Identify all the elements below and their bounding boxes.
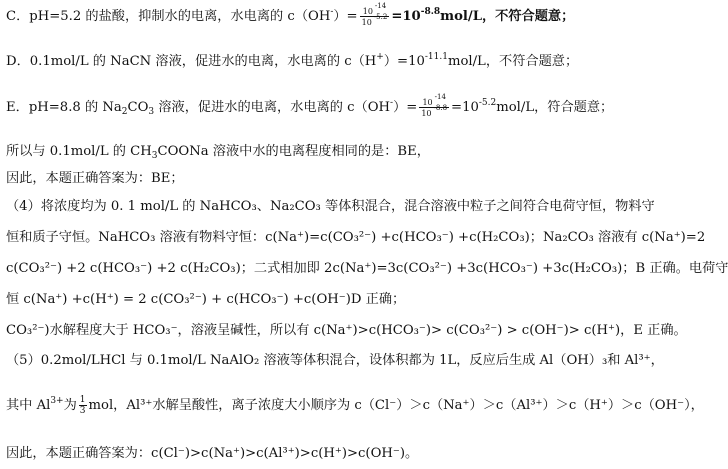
option-e-text: E．pH=8.8 的 Na bbox=[6, 100, 122, 115]
option-d-text: D．0.1mol/L 的 NaCN 溶液，促进水的电离，水电离的 c（H bbox=[6, 54, 377, 69]
text: CO bbox=[127, 100, 149, 115]
option-c-text: C．pH=5.2 的盐酸，抑制水的电离，水电离的 c（OH bbox=[6, 9, 331, 24]
superscript: 3+ bbox=[50, 396, 64, 406]
conclusion-line bbox=[6, 143, 430, 161]
text: 其中 Al bbox=[6, 398, 51, 413]
fraction bbox=[79, 395, 87, 416]
part4-line-1: （4）将浓度均为 0. 1 mol/L 的 NaHCO₃、Na₂CO₃ 等体积混合，混合溶液中粒子之间符合电荷守恒，物料守 bbox=[6, 199, 655, 214]
text: 溶液，促进水的电离，水电离的 c（OH bbox=[154, 100, 391, 115]
part4-line-4: 恒 c(Na⁺) +c(H⁺) = 2 c(CO₃²⁻) + c(HCO₃⁻) +c(OH⁻)D 正确； bbox=[6, 292, 406, 307]
option-e-line bbox=[6, 93, 614, 118]
fraction-denominator: 3 bbox=[79, 406, 86, 416]
subscript: 3 bbox=[148, 107, 155, 117]
superscript: + bbox=[376, 52, 384, 62]
final-answer-line: 因此，本题正确答案为：c(Cl⁻)>c(Na⁺)>c(Al³⁺)>c(H⁺)>c(OH⁻)。 bbox=[6, 446, 419, 461]
superscript: -11.1 bbox=[424, 52, 448, 62]
text: =10 bbox=[391, 9, 421, 24]
text: 为 bbox=[63, 398, 77, 413]
answer-line: 因此，本题正确答案为：BE； bbox=[6, 171, 184, 186]
option-c-line bbox=[6, 2, 575, 27]
superscript: -5.2 bbox=[478, 98, 497, 108]
superscript: - bbox=[390, 98, 394, 108]
option-d-line bbox=[6, 53, 578, 71]
text: mol/L，不符合题意； bbox=[447, 54, 579, 69]
part4-line-2: 恒和质子守恒。NaHCO₃ 溶液有物料守恒：c(Na⁺)=c(CO₃²⁻) +c(HCO₃⁻) +c(H₂CO₃)；Na₂CO₃ 溶液有 c(Na⁺)=2 bbox=[6, 230, 706, 245]
fraction bbox=[360, 2, 390, 27]
fraction-numerator: 10-14 bbox=[360, 6, 390, 17]
text: ）= bbox=[393, 100, 418, 115]
fraction-denominator: 10-8.8 bbox=[421, 104, 448, 118]
part5-line-1: （5）0.2mol/LHCl 与 0.1mol/L NaAlO₂ 溶液等体积混合，设体积都为 1L，反应后生成 Al（OH）₃和 Al³⁺， bbox=[6, 353, 664, 368]
superscript: -8.8 bbox=[420, 7, 441, 17]
fraction bbox=[419, 93, 449, 118]
text: mol/L，符合题意； bbox=[496, 100, 614, 115]
fraction-numerator: 10-14 bbox=[419, 97, 449, 108]
subscript: 3 bbox=[151, 151, 158, 161]
text: mol，Al³⁺水解呈酸性，离子浓度大小顺序为 c（Cl⁻）＞c（Na⁺）＞c（Al³⁺）＞c（H⁺）＞c（OH⁻）， bbox=[88, 398, 704, 413]
part5-line-2 bbox=[6, 395, 704, 416]
fraction-denominator: 10-5.2 bbox=[361, 13, 388, 27]
text: =10 bbox=[451, 100, 479, 115]
fraction-numerator: 1 bbox=[79, 395, 86, 405]
text: COONa 溶液中水的电离程度相同的是：BE， bbox=[157, 144, 430, 159]
subscript: 2 bbox=[121, 107, 128, 117]
text: ）= bbox=[333, 9, 358, 24]
text: 所以与 0.1mol/L 的 CH bbox=[6, 144, 152, 159]
superscript: - bbox=[330, 7, 334, 17]
part4-line-5: CO₃²⁻)水解程度大于 HCO₃⁻，溶液呈碱性，所以有 c(Na⁺)>c(HCO₃⁻)> c(CO₃²⁻) > c(OH⁻)> c(H⁺)，E 正确。 bbox=[6, 323, 687, 338]
part4-line-3: c(CO₃²⁻) +2 c(HCO₃⁻) +2 c(H₂CO₃)；二式相加即 2c(Na⁺)=3c(CO₃²⁻) +3c(HCO₃⁻) +3c(H₂CO₃)；B 正确。电荷守 bbox=[6, 261, 728, 276]
text: mol/L，不符合题意； bbox=[440, 9, 575, 24]
text: ）=10 bbox=[383, 54, 425, 69]
